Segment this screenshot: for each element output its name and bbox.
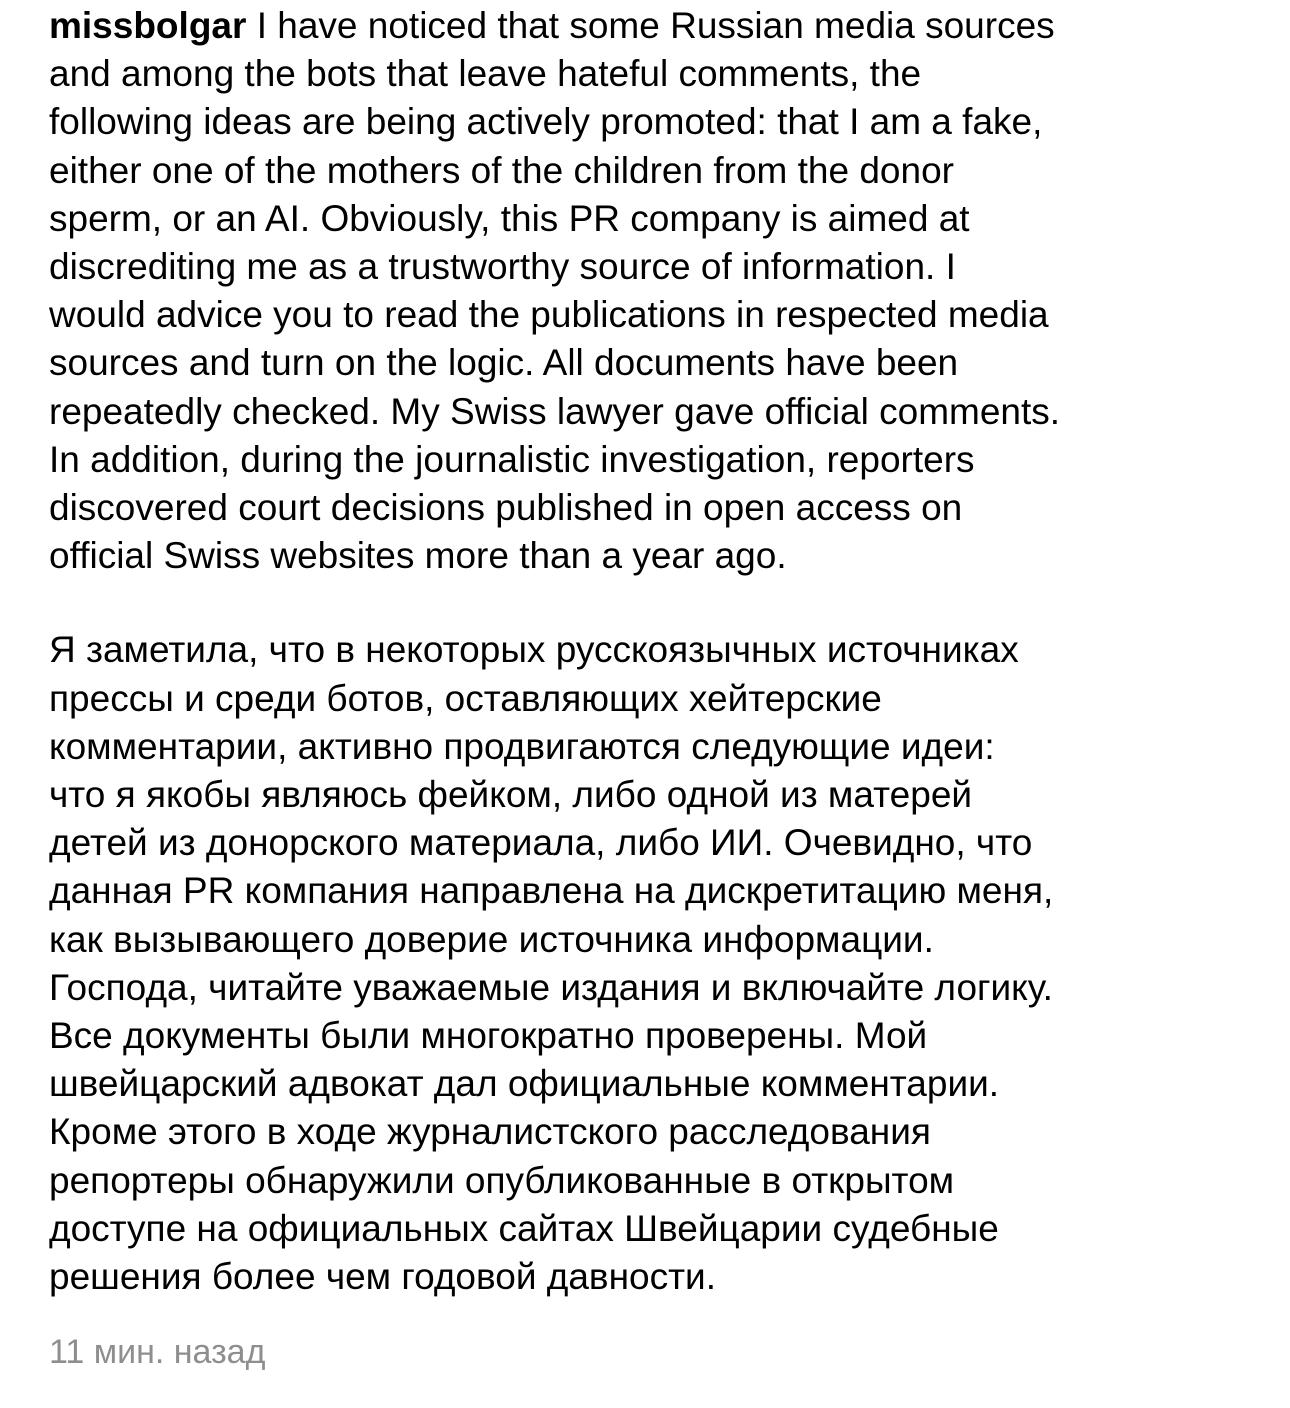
comment-body-english: I have noticed that some Russian media sources and among the bots that leave hateful comments, the following ideas are being actively promoted: that I am a fake, either one of the mothers of the children from the donor sperm, or an AI. Obviously, this PR company is aimed at discrediting me as a trustworthy source of information. I would advice you to read the publications in respected media sources and turn on the logic. All documents have been repeatedly checked. My Swiss lawyer gave official comments. In addition, during the journalistic investigation, reporters discovered court decisions published in open access on official Swiss websites more than a year ago. <box>49 5 1061 577</box>
comment-caption <box>49 0 1254 1301</box>
comment-text-english <box>49 0 1254 580</box>
username-link[interactable]: missbolgar <box>49 5 247 46</box>
comment-body-russian: Я заметила, что в некоторых русскоязычных источниках прессы и среди ботов, оставляющих хейтерские комментарии, активно продвигаются следующие идеи: что я якобы являюсь фейком, либо одной из матерей детей из донорского материала, либо ИИ. Очевидно, что данная PR компания направлена на дискретитацию меня, как вызывающего доверие источника информации. Господа, читайте уважаемые издания и включайте логику. Все документы были многократно проверены. Мой швейцарский адвокат дал официальные комментарии. Кроме этого в ходе журналистского расследования репортеры обнаружили опубликованные в открытом доступе на официальных сайтах Швейцарии судебные решения более чем годовой давности. <box>49 629 1054 1298</box>
comment-timestamp: 11 мин. назад <box>49 1333 266 1371</box>
